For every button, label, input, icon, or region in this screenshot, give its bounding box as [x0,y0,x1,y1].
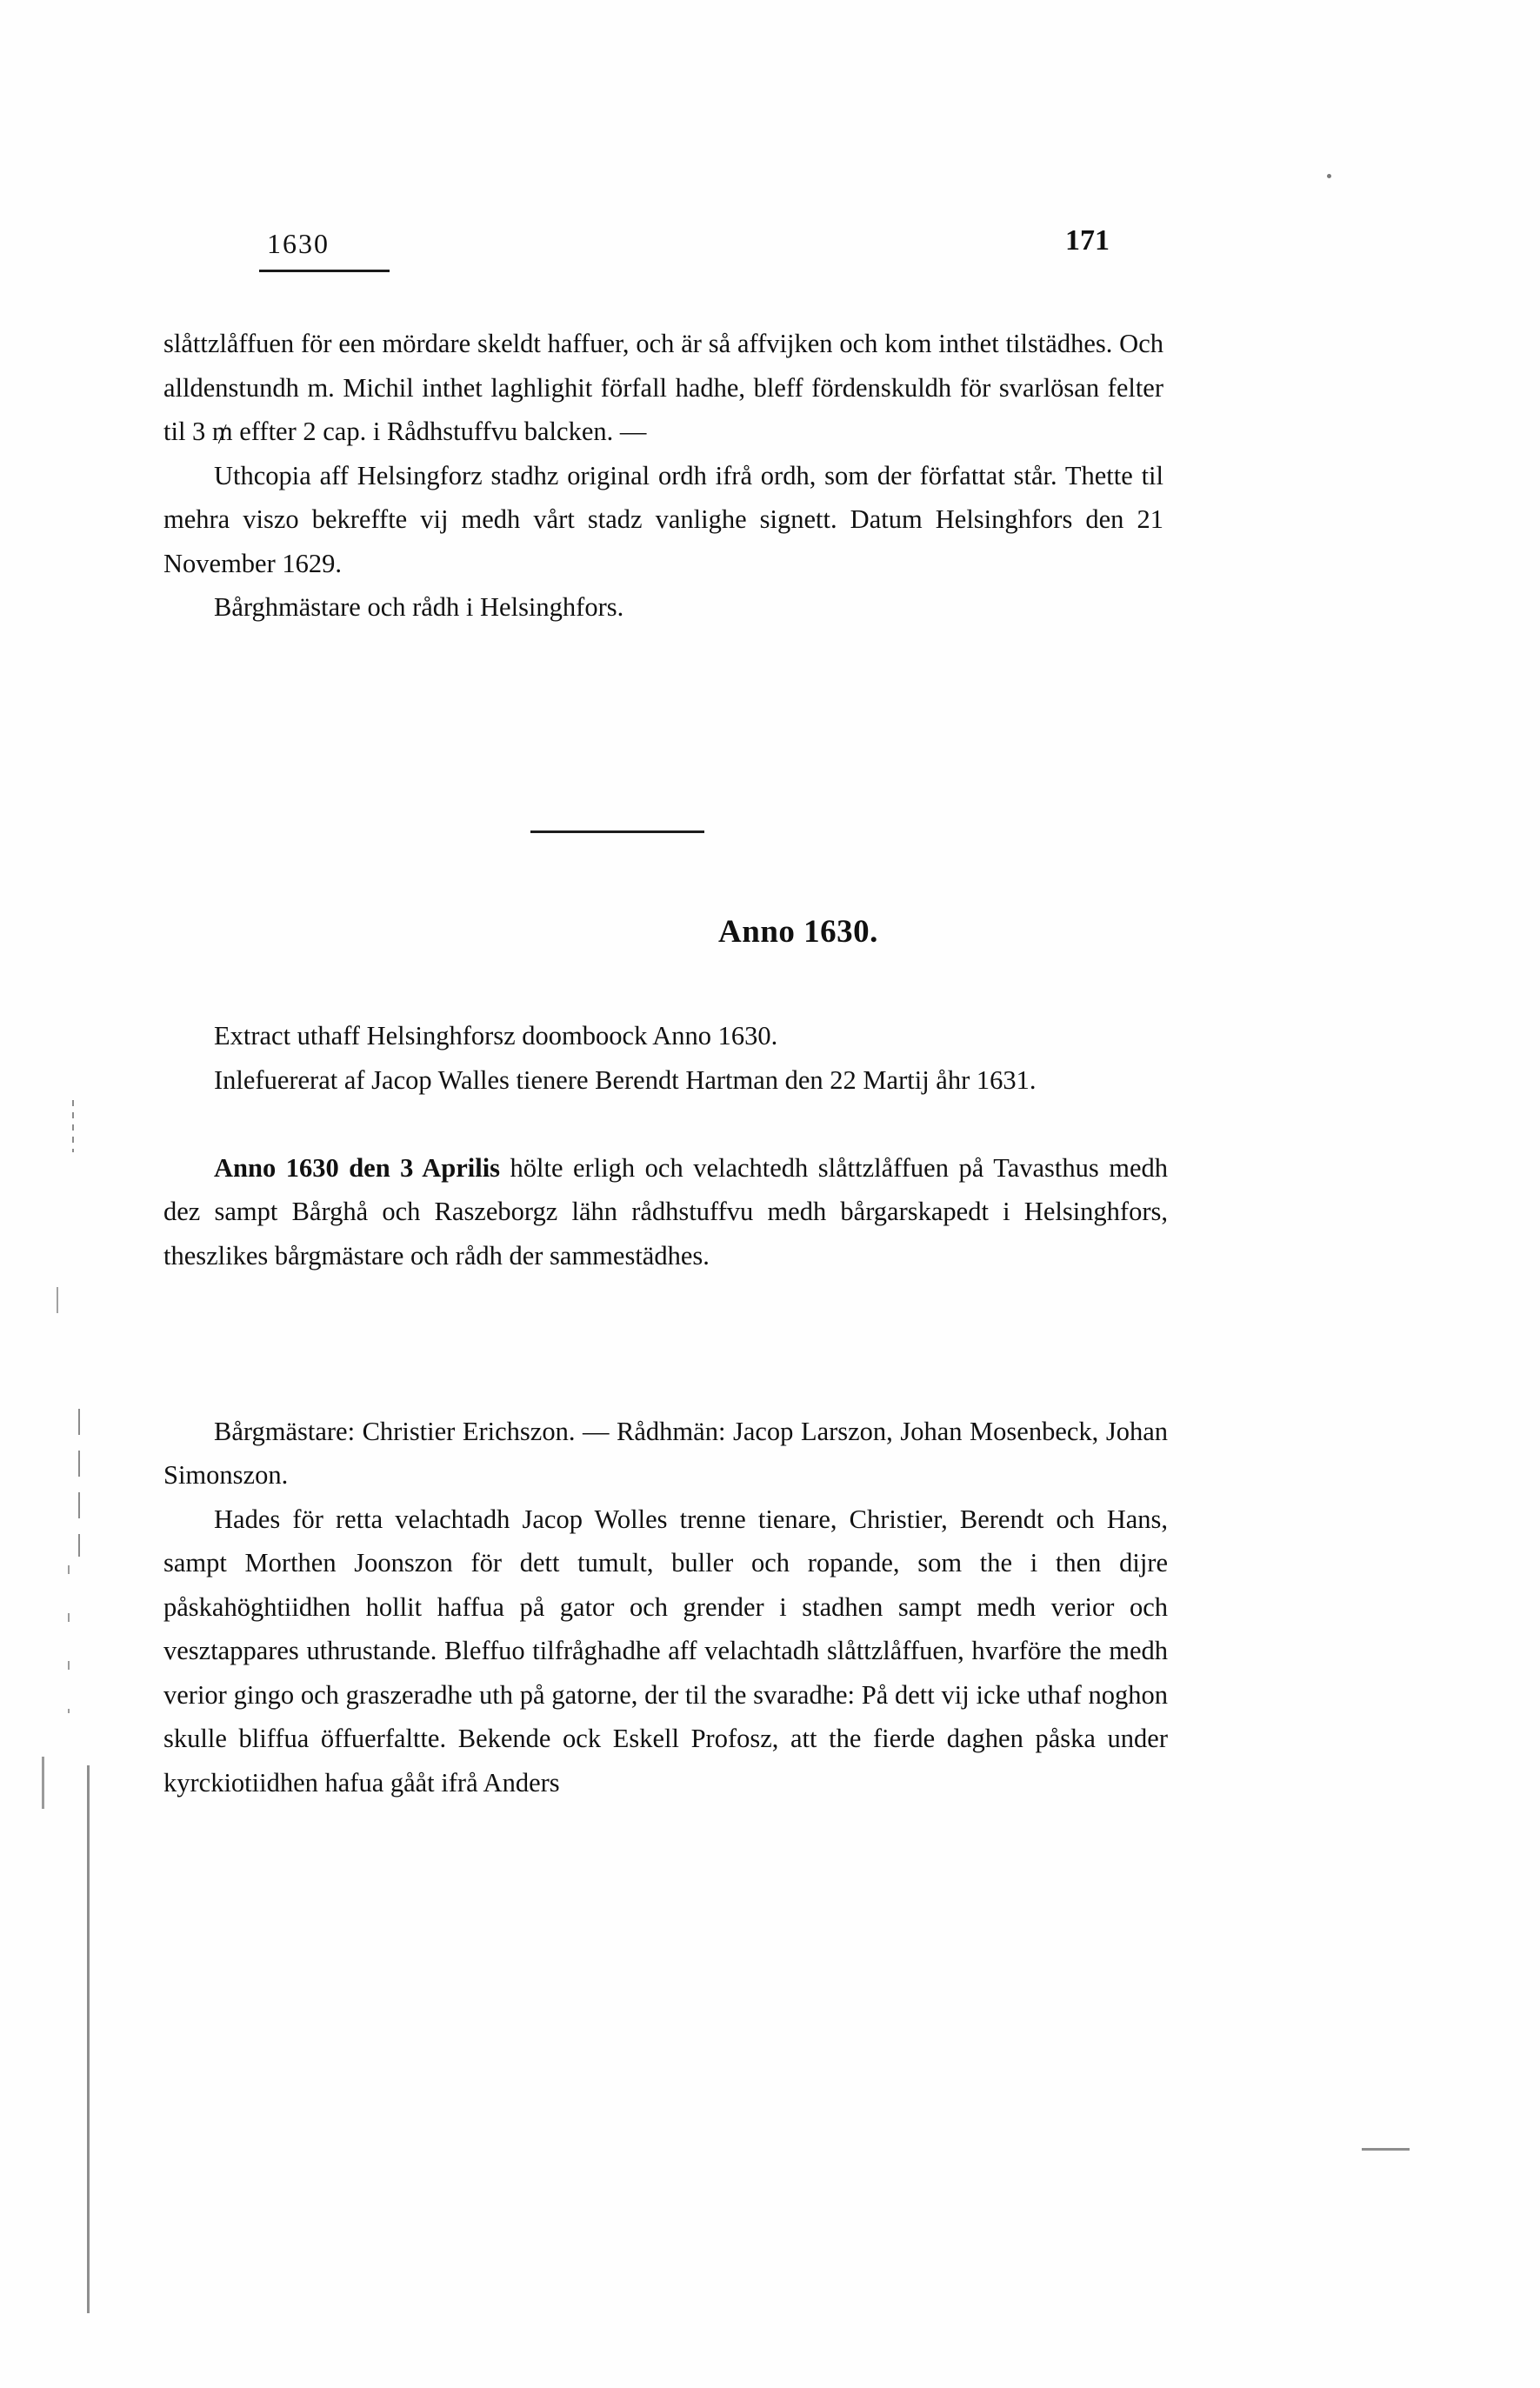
scan-artifact-margin-tick [42,1757,44,1809]
paragraph-slattzlaffuen: slåttzlåffuen för een mördare skeldt haffuer, och är så affvijken och kom inthet tilstädhes. Och alldenstundh m. Michil inthet laghlighit förfall hadhe, bleff fördenskuldh för svarlösan felter til 3 ₥ effter 2 cap. i Rådhstuffvu balcken. — [163,329,1163,446]
paragraph-extract: Extract uthaff Helsinghforsz doomboock Anno 1630. [214,1020,778,1051]
page-number: 171 [1065,224,1110,257]
paragraph-inlefuererat: Inlefuererat af Jacop Walles tienere Berendt Hartman den 22 Martij åhr 1631. [214,1064,1037,1095]
scan-artifact-dash [1362,2148,1410,2151]
paragraph-anno-1630 [163,1146,1168,1278]
paragraph-anno-1630-lead: Anno 1630 den 3 Aprilis [214,1152,501,1183]
paragraph-inlefuererat-wrap [163,1031,1168,1129]
paragraph-bargmastare: Bårgmästare: Christier Erichszon. — Rådhmän: Jacop Larszon, Johan Mosenbeck, Johan Simonszon. [163,1416,1168,1490]
scan-artifact-margin-dots [72,1100,74,1152]
scan-artifact-margin-dots-3 [68,1565,70,1713]
paragraph-barghmastare-signature: Bårghmästare och rådh i Helsinghfors. [214,592,624,622]
section-title [0,913,1540,951]
paragraph-uthcopia: Uthcopia aff Helsingforz stadhz original ordh ifrå ordh, som der författat står. Thette til mehra viszo bekreffte vij medh vårt stadz vanlighe signett. Datum Helsinghfors den 21 November 1629. [163,460,1163,578]
scan-artifact-margin-short [57,1287,58,1313]
page-year-underline [259,270,390,272]
page-year-header: 1630 [267,228,330,259]
scan-artifact-dot [1327,174,1331,178]
scan-artifact-margin-dots-2 [78,1409,80,1557]
paragraph-hades-wrap [163,1471,1168,1831]
scan-artifact-margin-line [87,1765,90,2313]
paragraph-hades: Hades för retta velachtadh Jacop Wolles trenne tienare, Christier, Berendt och Hans, sampt Morthen Joonszon för dett tumult, buller och ropande, som the i then dijre påskahöghtiidhen hollit haffua på gator och grender i stadhen sampt medh verior och vesztappares uthrustande. Bleffuo tilfråghadhe aff velachtadh slåttzlåffuen, hvarföre the medh verior gingo och graszeradhe uth på gatorne, der til the svaradhe: På dett vij icke uthaf noghon skulle bliffua öffuerfaltte. Bekende ock Eskell Profosz, att the fierde daghen påska under kyrckiotiidhen hafua gååt ifrå Anders [163,1504,1168,1798]
paragraph-anno-1630-body: hölte erligh och velachtedh slåttzlåffuen på Tavasthus medh dez sampt Bårghå och Raszeborgz lähn rådhstuffvu medh bårgarskapedt i Helsinghfors, theszlikes bårgmästare och rådh der sammestädhes. [163,1152,1168,1271]
section-title-text: Anno 1630. [718,914,878,950]
paragraph-anno-1630-wrap [163,1119,1168,1304]
section-divider [530,830,704,833]
top-text-block [163,322,1163,630]
